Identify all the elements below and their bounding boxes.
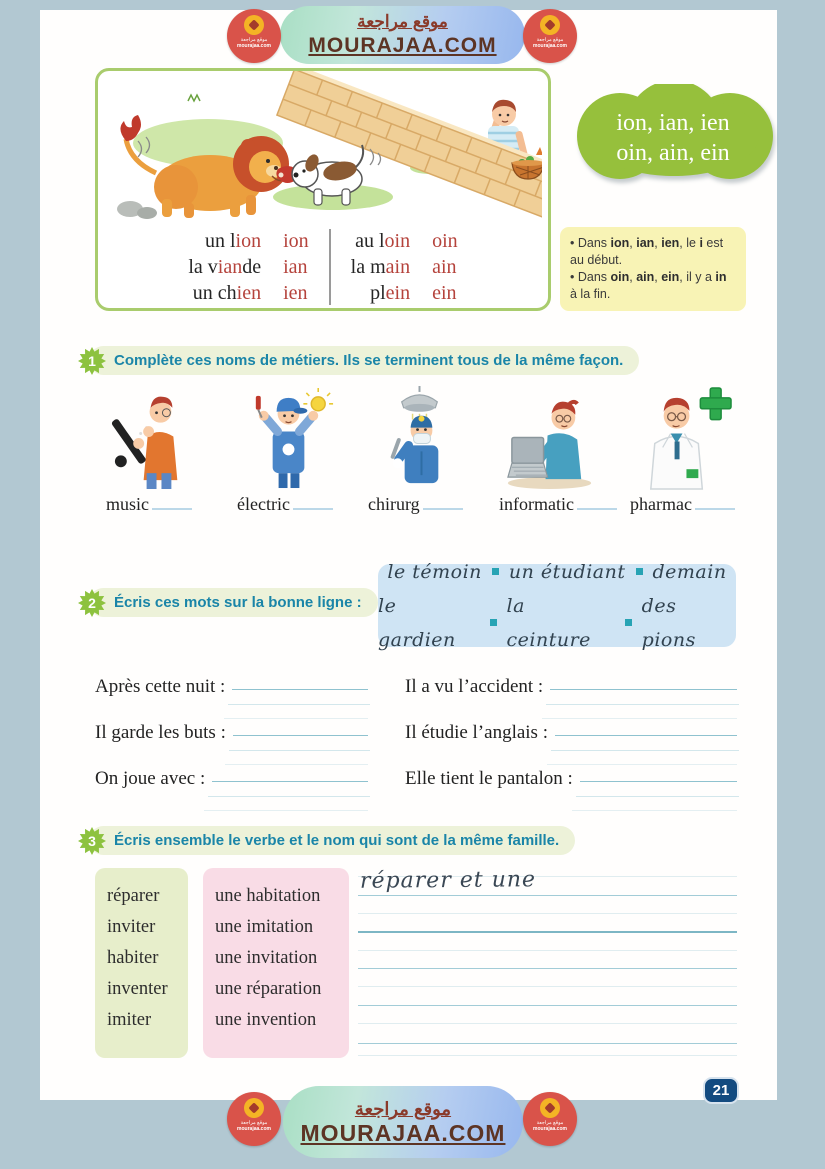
verbs-list-box xyxy=(95,868,188,1058)
site-logo[interactable]: موقع مراجعة mourajaa.com xyxy=(523,9,577,63)
profession-item xyxy=(223,386,354,515)
banner-site-link[interactable]: MOURAJAA.COM xyxy=(300,1120,506,1146)
square-bullet-icon xyxy=(492,568,499,575)
profession-item xyxy=(485,386,616,515)
sound-word: la main xyxy=(350,256,411,278)
sound-word: au loin xyxy=(355,230,411,252)
clarinetist-icon xyxy=(108,386,208,490)
professions-row xyxy=(92,386,747,515)
sound-word: un chien xyxy=(192,282,262,304)
prompt-label: Il garde les buts : xyxy=(95,722,226,743)
sound-word: la viande xyxy=(188,256,262,278)
sound-label: ion xyxy=(283,230,309,252)
bank-word: un étudiant xyxy=(508,560,626,583)
noun-item: une habitation xyxy=(215,886,321,906)
bank-word: demain xyxy=(652,560,727,583)
square-bullet-icon xyxy=(625,619,632,626)
lion-dog-boy-illustration xyxy=(98,71,542,221)
banner-arabic-title[interactable]: موقع مراجعة xyxy=(354,1099,452,1119)
answer-blank xyxy=(293,496,333,510)
badge-line1: ion, ian, ien xyxy=(616,110,730,136)
column-divider xyxy=(329,229,331,305)
rule-note-box xyxy=(560,227,746,311)
noun-item: une réparation xyxy=(215,979,322,999)
word-bank-line xyxy=(387,555,726,589)
top-site-banner[interactable] xyxy=(280,6,525,64)
site-logo[interactable]: موقع مراجعة mourajaa.com xyxy=(227,9,281,63)
exercise2-title: Écris ces mots sur la bonne ligne : xyxy=(89,588,378,617)
noun-item: une imitation xyxy=(215,917,314,937)
sound-label: ain xyxy=(432,256,457,278)
sound-word-table xyxy=(98,228,548,306)
verb-item: habiter xyxy=(107,948,159,968)
exercise3-header xyxy=(78,826,575,855)
verb-item: inviter xyxy=(107,917,156,937)
square-bullet-icon xyxy=(490,619,497,626)
verb-item: réparer xyxy=(107,886,160,906)
bank-word: la ceinture xyxy=(506,594,591,651)
answer-blank xyxy=(423,496,463,510)
word-bank-line xyxy=(378,589,736,657)
verb-item: inventer xyxy=(107,979,168,999)
answer-blank xyxy=(695,496,735,510)
prompt-label: Il a vu l’accident : xyxy=(405,676,544,697)
logo-book-icon xyxy=(540,1098,560,1118)
exercise1-header xyxy=(78,346,639,375)
answer-line xyxy=(233,718,368,738)
bank-word: des pions xyxy=(641,594,696,651)
site-logo[interactable]: موقع مراجعة mourajaa.com xyxy=(523,1092,577,1146)
logo-book-icon xyxy=(540,15,560,35)
exercise-number-badge: 1 xyxy=(78,347,106,375)
prompt-label: Il étudie l’anglais : xyxy=(405,722,548,743)
answer-line xyxy=(555,718,737,738)
answer-line xyxy=(212,764,368,784)
exercise3-title: Écris ensemble le verbe et le nom qui sont de la même famille. xyxy=(89,826,575,855)
surgeon-icon xyxy=(370,386,470,490)
bottom-site-banner[interactable] xyxy=(283,1086,523,1158)
rule-line: • Dans oin, ain, ein, il y a in à la fin. xyxy=(570,270,727,301)
noun-item: une invention xyxy=(215,1010,317,1030)
rule-line: • Dans ion, ian, ien, le i est au début. xyxy=(570,236,724,267)
profession-word: électric xyxy=(237,494,290,514)
profession-item xyxy=(354,386,485,515)
logo-book-icon xyxy=(244,1098,264,1118)
verb-item: imiter xyxy=(107,1010,152,1030)
sound-word: plein xyxy=(370,282,411,304)
handwritten-answer: réparer et une xyxy=(359,867,537,894)
exercise2-header xyxy=(78,588,378,617)
answer-blank xyxy=(577,496,617,510)
profession-word: chirurg xyxy=(368,494,420,514)
prompt-label: On joue avec : xyxy=(95,768,206,789)
banner-arabic-title[interactable]: موقع مراجعة xyxy=(357,12,448,31)
page-number-badge: 21 xyxy=(703,1077,739,1104)
bank-word: le témoin xyxy=(387,560,482,583)
prompt-label: Elle tient le pantalon : xyxy=(405,768,573,789)
writing-area xyxy=(358,866,737,1066)
answer-blank xyxy=(152,496,192,510)
exercise1-title: Complète ces noms de métiers. Ils se terminent tous de la même façon. xyxy=(89,346,639,375)
profession-item xyxy=(616,386,747,515)
pharmacist-icon xyxy=(632,386,732,490)
sound-intro-box xyxy=(95,68,551,311)
sound-label: ian xyxy=(283,256,308,278)
logo-book-icon xyxy=(244,15,264,35)
profession-word: pharmac xyxy=(630,494,692,514)
fill-row xyxy=(95,672,737,698)
banner-site-link[interactable]: MOURAJAA.COM xyxy=(308,34,497,57)
prompt-label: Après cette nuit : xyxy=(95,676,226,697)
noun-item: une invitation xyxy=(215,948,318,968)
electrician-icon xyxy=(239,386,339,490)
profession-word: informatic xyxy=(499,494,574,514)
exercise-number-badge: 3 xyxy=(78,827,106,855)
sound-label: ien xyxy=(283,282,308,304)
nouns-list-box xyxy=(203,868,349,1058)
lesson-title-badge xyxy=(566,84,780,184)
sound-label: ein xyxy=(432,282,457,304)
sound-word: un lion xyxy=(204,230,262,252)
sound-label: oin xyxy=(432,230,458,252)
word-bank-box xyxy=(378,560,736,651)
profession-item xyxy=(92,386,223,515)
site-logo[interactable]: موقع مراجعة mourajaa.com xyxy=(227,1092,281,1146)
fill-row xyxy=(95,718,737,744)
fill-row xyxy=(95,764,737,790)
answer-line xyxy=(550,672,737,692)
exercise-number-badge: 2 xyxy=(78,589,106,617)
badge-line2: oin, ain, ein xyxy=(616,140,730,166)
answer-line xyxy=(232,672,368,692)
bank-word: le gardien xyxy=(378,594,456,651)
answer-line xyxy=(580,764,737,784)
computer-scientist-icon xyxy=(501,386,601,490)
square-bullet-icon xyxy=(636,568,643,575)
profession-word: music xyxy=(106,494,149,514)
